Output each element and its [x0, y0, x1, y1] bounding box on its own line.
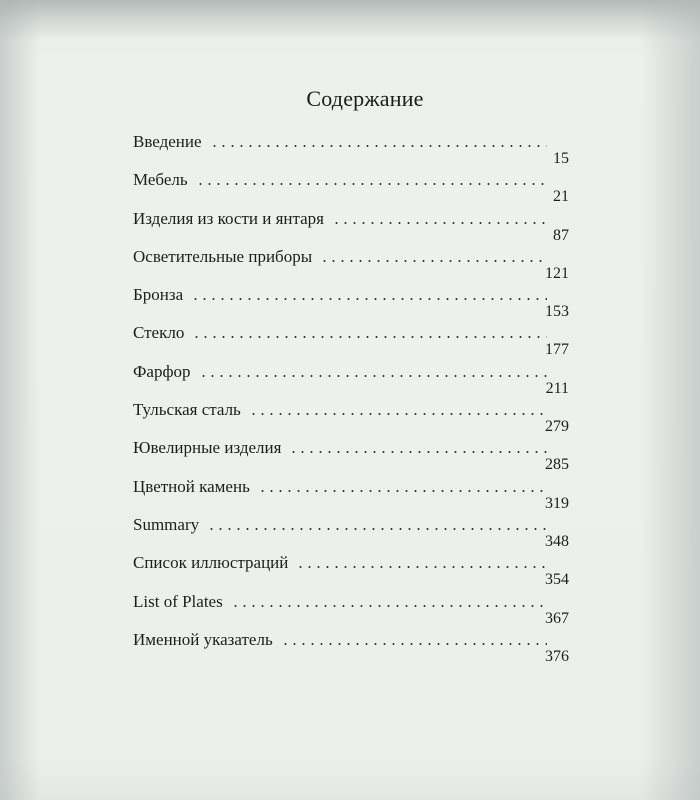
- toc-entry-title: List of Plates: [133, 591, 223, 611]
- page-shadow-top: [0, 0, 700, 40]
- toc-entry-title: Фарфор: [133, 361, 191, 381]
- toc-entry-title: Ювелирные изделия: [133, 438, 282, 458]
- leader-dots: [249, 413, 547, 415]
- toc-entry: [133, 592, 573, 630]
- leader-dots: [289, 451, 547, 453]
- toc-entry: [133, 630, 573, 668]
- toc-entry: [133, 247, 573, 285]
- toc-entry-page: 21: [553, 188, 569, 206]
- toc-entry-page: 285: [545, 456, 569, 474]
- toc-entry-title: Summary: [133, 514, 200, 534]
- toc-entry: [133, 553, 573, 591]
- toc-entry-page: 376: [545, 647, 569, 665]
- toc-entry-page: 319: [545, 494, 569, 512]
- toc-entry-page: 279: [545, 418, 569, 436]
- toc-entry: [133, 362, 573, 400]
- toc-entry-page: 153: [545, 303, 569, 321]
- toc-entry-page: 348: [545, 532, 569, 550]
- toc-heading: Содержание: [306, 86, 424, 111]
- toc-entry-title: Цветной камень: [133, 476, 250, 496]
- toc-entry-page: 121: [545, 264, 569, 282]
- toc-entry-title: Изделия из кости и янтаря: [133, 208, 325, 228]
- toc-entry-page: 87: [553, 226, 569, 244]
- toc-entry-title: Введение: [133, 132, 202, 151]
- toc-entry: [133, 323, 573, 361]
- page-shadow-left: [0, 0, 40, 800]
- toc-entry: [133, 400, 573, 438]
- leader-dots: [191, 298, 547, 300]
- toc-entry-title: Осветительные приборы: [133, 246, 313, 266]
- table-of-contents: [133, 132, 573, 668]
- leader-dots: [332, 222, 547, 224]
- leader-dots: [196, 183, 547, 185]
- leader-dots: [210, 145, 547, 147]
- toc-entry-page: 211: [545, 379, 569, 397]
- toc-entry: [133, 438, 573, 476]
- toc-entry-page: 367: [545, 609, 569, 627]
- toc-entry: [133, 477, 573, 515]
- toc-entry-title: Тульская сталь: [133, 400, 241, 420]
- toc-entry-title: Список иллюстраций: [133, 553, 289, 573]
- toc-entry-title: Бронза: [133, 285, 184, 305]
- leader-dots: [231, 605, 547, 607]
- toc-entry-title: Именной указатель: [133, 629, 273, 649]
- toc-entry-page: 177: [545, 341, 569, 359]
- leader-dots: [199, 375, 548, 377]
- toc-entry: [133, 515, 573, 553]
- toc-entry: [133, 285, 573, 323]
- toc-entry: [133, 209, 573, 247]
- toc-entry-title: Мебель: [133, 170, 188, 190]
- page-shadow-right: [640, 0, 700, 800]
- leader-dots: [320, 260, 547, 262]
- leader-dots: [296, 566, 547, 568]
- leader-dots: [192, 336, 547, 338]
- toc-entry: [133, 132, 573, 170]
- toc-entry: [133, 170, 573, 208]
- toc-entry-page: 354: [545, 571, 569, 589]
- leader-dots: [258, 490, 547, 492]
- leader-dots: [281, 643, 547, 645]
- leader-dots: [207, 528, 547, 530]
- toc-entry-page: 15: [553, 150, 569, 167]
- toc-entry-title: Стекло: [133, 323, 185, 343]
